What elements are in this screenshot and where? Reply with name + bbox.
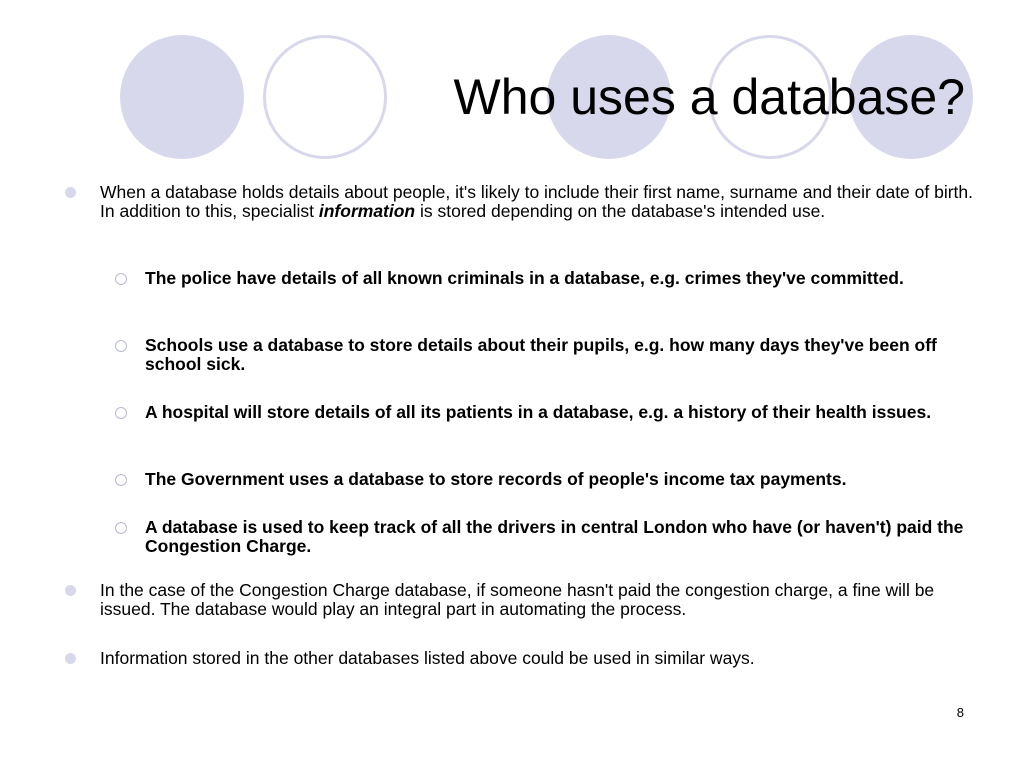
bullet-other-databases bbox=[100, 649, 980, 668]
sub-bullet-text: A hospital will store details of all its patients in a database, e.g. a history of their health issues. bbox=[145, 402, 932, 422]
bullet-dot-icon bbox=[65, 653, 76, 664]
sub-bullet-schools bbox=[145, 336, 975, 374]
sub-bullet-text: Schools use a database to store details about their pupils, e.g. how many days they've been off school sick. bbox=[145, 335, 937, 374]
bullet-text: In the case of the Congestion Charge database, if someone hasn't paid the congestion charge, a fine will be issued. The database would play an integral part in automating the process. bbox=[100, 580, 935, 619]
page-number: 8 bbox=[956, 705, 964, 720]
hollow-bullet-icon bbox=[115, 522, 127, 534]
hollow-bullet-icon bbox=[115, 474, 127, 486]
sub-bullet-text: A database is used to keep track of all the drivers in central London who have (or haven't) paid the Congestion Charge. bbox=[145, 517, 964, 556]
sub-bullet-text: The police have details of all known criminals in a database, e.g. crimes they've committed. bbox=[145, 268, 904, 288]
sub-bullet-police bbox=[145, 269, 975, 288]
bullet-congestion-fine bbox=[100, 581, 980, 619]
bullet-intro bbox=[100, 183, 980, 221]
slide-title: Who uses a database? bbox=[453, 69, 965, 125]
sub-bullet-government bbox=[145, 470, 975, 489]
sub-bullet-text: The Government uses a database to store records of people's income tax payments. bbox=[145, 469, 847, 489]
bullet-text: Information stored in the other databases listed above could be used in similar ways. bbox=[100, 648, 755, 668]
bullet-dot-icon bbox=[65, 187, 76, 198]
hollow-bullet-icon bbox=[115, 273, 127, 285]
intro-text-end: is stored depending on the database's intended use. bbox=[415, 201, 826, 221]
bullet-dot-icon bbox=[65, 585, 76, 596]
intro-text-start: When a database holds details about people, it's likely to include their first name, surname and their date of birth. In addition to this, specialist bbox=[100, 182, 974, 221]
sub-bullet-hospital bbox=[145, 403, 975, 422]
hollow-bullet-icon bbox=[115, 407, 127, 419]
hollow-bullet-icon bbox=[115, 340, 127, 352]
sub-bullet-congestion-drivers bbox=[145, 518, 975, 556]
intro-emphasis: information bbox=[318, 201, 416, 221]
